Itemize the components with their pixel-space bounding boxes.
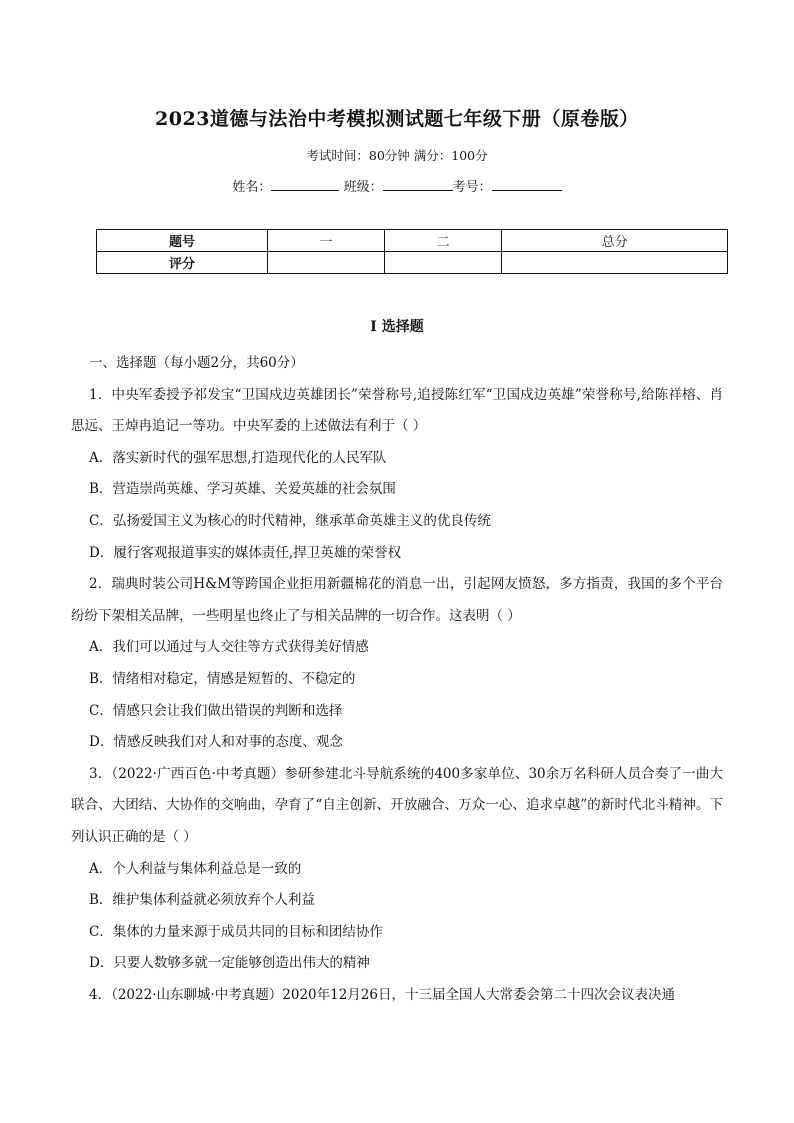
page-title: 2023道德与法治中考模拟测试题七年级下册（原卷版）	[155, 108, 639, 130]
class-blank[interactable]	[383, 178, 453, 191]
exam-info: 考试时间：80分钟 满分：100分	[306, 148, 488, 163]
question-stem: 1．中央军委授予祁发宝“卫国戍边英雄团长”荣誉称号,追授陈红军“卫国戍边英雄”荣誉称号,给陈祥榕、肖思远、王焯冉追记一等功。中央军委的上述做法有利于（ ）	[71, 386, 723, 435]
score-table-cell: 题号	[97, 230, 268, 252]
section-title: I 选择题	[370, 319, 424, 335]
score-table-row	[97, 252, 728, 274]
score-table	[96, 229, 728, 274]
question-stem: 3．（2022·广西百色·中考真题）参研参建北斗导航系统的400多家单位、30余万名科研人员合奏了一曲大联合、大团结、大协作的交响曲，孕育了“自主创新、开放融合、万众一心、追求卓越”的新时代北斗精神。下列认识正确的是（ ）	[71, 765, 723, 845]
number-label: 考号：	[452, 180, 492, 195]
number-blank[interactable]	[492, 178, 562, 191]
score-table-cell: 一	[268, 230, 385, 252]
score-table-row	[97, 230, 728, 252]
answer-option: A．个人利益与集体利益总是一致的	[89, 860, 302, 877]
answer-option: B．维护集体利益就必须放弃个人利益	[89, 892, 315, 909]
answer-option: A．我们可以通过与人交往等方式获得美好情感	[89, 639, 369, 656]
score-table-cell: 评分	[97, 252, 268, 274]
answer-option: A．落实新时代的强军思想,打造现代化的人民军队	[89, 449, 387, 466]
answer-option: B．情绪相对稳定，情感是短暂的、不稳定的	[89, 670, 356, 687]
answer-option: D．只要人数够多就一定能够创造出伟大的精神	[89, 955, 370, 972]
question-stem: 4．（2022·山东聊城·中考真题）2020年12月26日，十三届全国人大常委会第二十四次会议表决通	[89, 986, 675, 1003]
score-table-cell: 二	[385, 230, 502, 252]
score-entry-cell[interactable]	[385, 252, 502, 274]
class-label: 班级：	[343, 180, 383, 195]
answer-option: D．情感反映我们对人和对事的态度、观念	[89, 734, 343, 751]
score-table-cell: 总分	[502, 230, 728, 252]
question-stem: 2．瑞典时装公司H&M等跨国企业拒用新疆棉花的消息一出，引起网友愤怒，多方指责，我国的多个平台纷纷下架相关品牌，一些明星也终止了与相关品牌的一切合作。这表明（ ）	[71, 576, 723, 624]
question-body	[71, 348, 723, 1011]
part-heading: 一、选择题（每小题2分，共60分）	[89, 355, 304, 371]
student-info-line	[0, 176, 794, 195]
name-label: 姓名：	[232, 180, 272, 195]
answer-option: B．营造崇尚英雄、学习英雄、关爱英雄的社会氛围	[89, 481, 396, 498]
answer-option: D．履行客观报道事实的媒体责任,捍卫英雄的荣誉权	[89, 544, 402, 561]
answer-option: C．情感只会让我们做出错误的判断和选择	[89, 702, 343, 719]
answer-option: C．弘扬爱国主义为核心的时代精神，继承革命英雄主义的优良传统	[89, 512, 491, 529]
score-entry-cell[interactable]	[502, 252, 728, 274]
answer-option: C．集体的力量来源于成员共同的目标和团结协作	[89, 923, 383, 940]
name-blank[interactable]	[271, 178, 339, 191]
score-entry-cell[interactable]	[268, 252, 385, 274]
